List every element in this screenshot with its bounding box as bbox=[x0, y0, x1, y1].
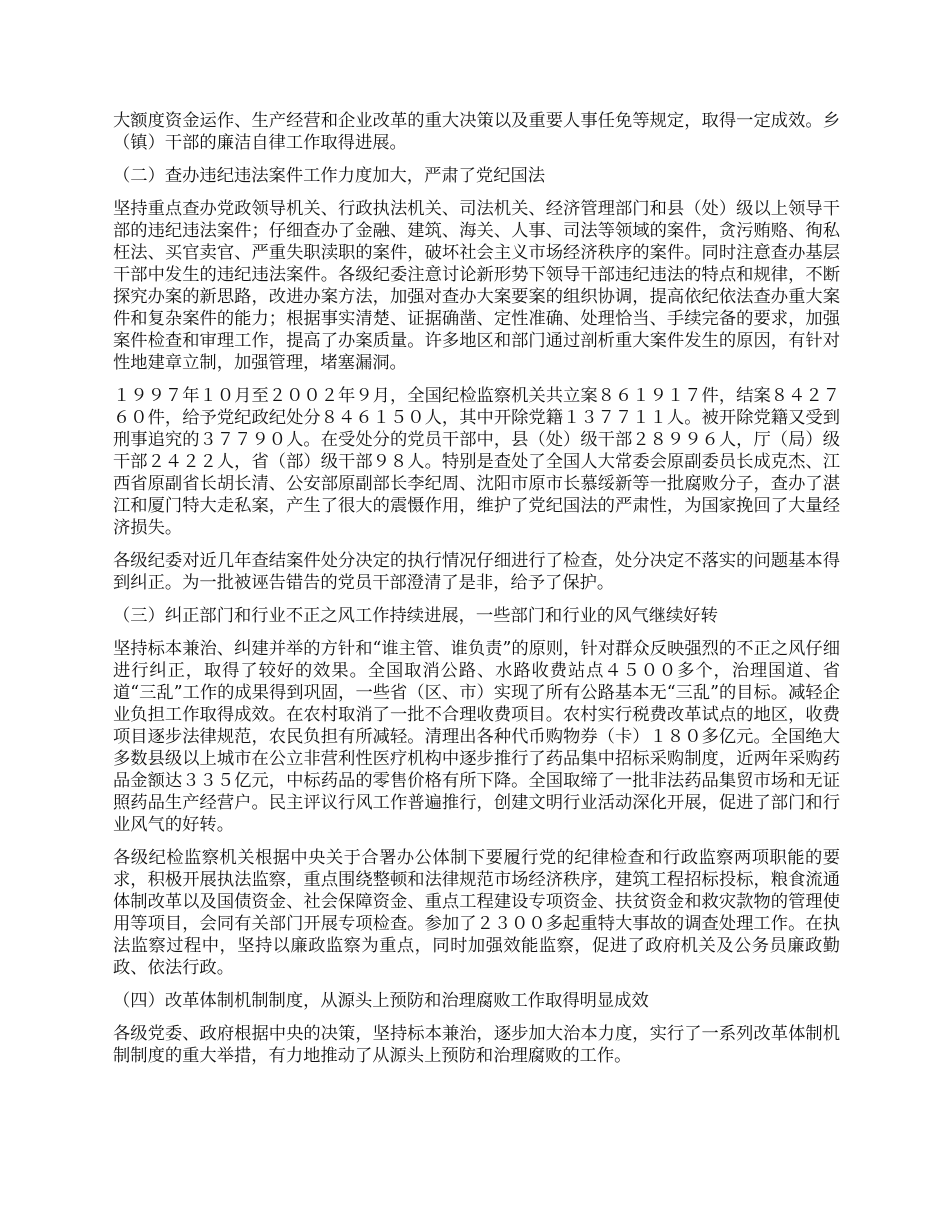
paragraph-case-review: 各级纪委对近几年查结案件处分决定的执行情况仔细进行了检查，处分决定不落实的问题基本得到纠正。为一批被诬告错告的党员干部澄清了是非，给予了保护。 bbox=[113, 551, 840, 593]
paragraph-statistics: １９９７年１０月至２００２年９月，全国纪检监察机关共立案８６１９１７件，结案８４２７６０件，给予党纪政纪处分８４６１５０人，其中开除党籍１３７７１１人。被开除党籍又受到刑事追究的３７７９０人。在受处分的党员干部中，县（处）级干部２８９９６人，厅（局）级干部２４２２人，省（部）级干部９８人。特别是查处了全国人大常委会原副委员长成克杰、江西省原副省长胡长清、公安部原副部长李纪周、沈阳市原市长慕绥新等一批腐败分子，查办了湛江和厦门特大走私案，产生了很大的震慑作用，维护了党纪国法的严肃性，为国家挽回了大量经济损失。 bbox=[113, 386, 840, 538]
paragraph-supervision: 各级纪检监察机关根据中央关于合署办公体制下要履行党的纪律检查和行政监察两项职能的要求，积极开展执法监察，重点围绕整顿和法律规范市场经济秩序，建筑工程招标投标，粮食流通体制改革以及国债资金、社会保障资金、重点工程建设专项资金、扶贫资金和救灾款物的管理使用等项目，会同有关部门开展专项检查。参加了２３００多起重特大事故的调查处理工作。在执法监察过程中，坚持以廉政监察为重点，同时加强效能监察，促进了政府机关及公务员廉政勤政、依法行政。 bbox=[113, 848, 840, 978]
section-heading-4: （四）改革体制机制制度，从源头上预防和治理腐败工作取得明显成效 bbox=[113, 991, 649, 1011]
paragraph-intro: 大额度资金运作、生产经营和企业改革的重大决策以及重要人事任免等规定，取得一定成效。乡（镇）干部的廉洁自律工作取得进展。 bbox=[113, 111, 840, 153]
paragraph-industry-correction: 坚持标本兼治、纠建并举的方针和“谁主管、谁负责”的原则，针对群众反映强烈的不正之风仔细进行纠正，取得了较好的效果。全国取消公路、水路收费站点４５００多个，治理国道、省道“三乱”工作的成果得到巩固，一些省（区、市）实现了所有公路基本无“三乱”的目标。减轻企业负担工作取得成效。在农村取消了一批不合理收费项目。农村实行税费改革试点的地区，收费项目逐步法律规范，农民负担有所减轻。清理出各种代币购物券（卡）１８０多亿元。全国绝大多数县级以上城市在公立非营利性医疗机构中逐步推行了药品集中招标采购制度，近两年采购药品金额达３３５亿元，中标药品的零售价格有所下降。全国取缔了一批非法药品集贸市场和无证照药品生产经营户。民主评议行风工作普遍推行，创建文明行业活动深化开展，促进了部门和行业风气的好转。 bbox=[113, 639, 840, 835]
paragraph-case-investigation: 坚持重点查办党政领导机关、行政执法机关、司法机关、经济管理部门和县（处）级以上领导干部的违纪违法案件；仔细查办了金融、建筑、海关、人事、司法等领域的案件，贪污贿赂、徇私枉法、买官卖官、严重失职渎职的案件，破坏社会主义市场经济秩序的案件。同时注意查办基层干部中发生的违纪违法案件。各级纪委注意讨论新形势下领导干部违纪违法的特点和规律，不断探究办案的新思路，改进办案方法，加强对查办大案要案的组织协调，提高依纪依法查办重大案件和复杂案件的能力；根据事实清楚、证据确凿、定性准确、处理恰当、手续完备的要求，加强案件检查和审理工作，提高了办案质量。许多地区和部门通过剖析重大案件发生的原因，有针对性地建章立制，加强管理，堵塞漏洞。 bbox=[113, 199, 840, 373]
section-heading-3: （三）纠正部门和行业不正之风工作持续进展，一些部门和行业的风气继续好转 bbox=[113, 606, 718, 626]
paragraph-reform: 各级党委、政府根据中央的决策，坚持标本兼治，逐步加大治本力度，实行了一系列改革体制机制制度的重大举措，有力地推动了从源头上预防和治理腐败的工作。 bbox=[113, 1024, 840, 1066]
document-body bbox=[113, 110, 840, 1078]
section-heading-2: （二）查办违纪违法案件工作力度加大，严肃了党纪国法 bbox=[113, 166, 546, 186]
